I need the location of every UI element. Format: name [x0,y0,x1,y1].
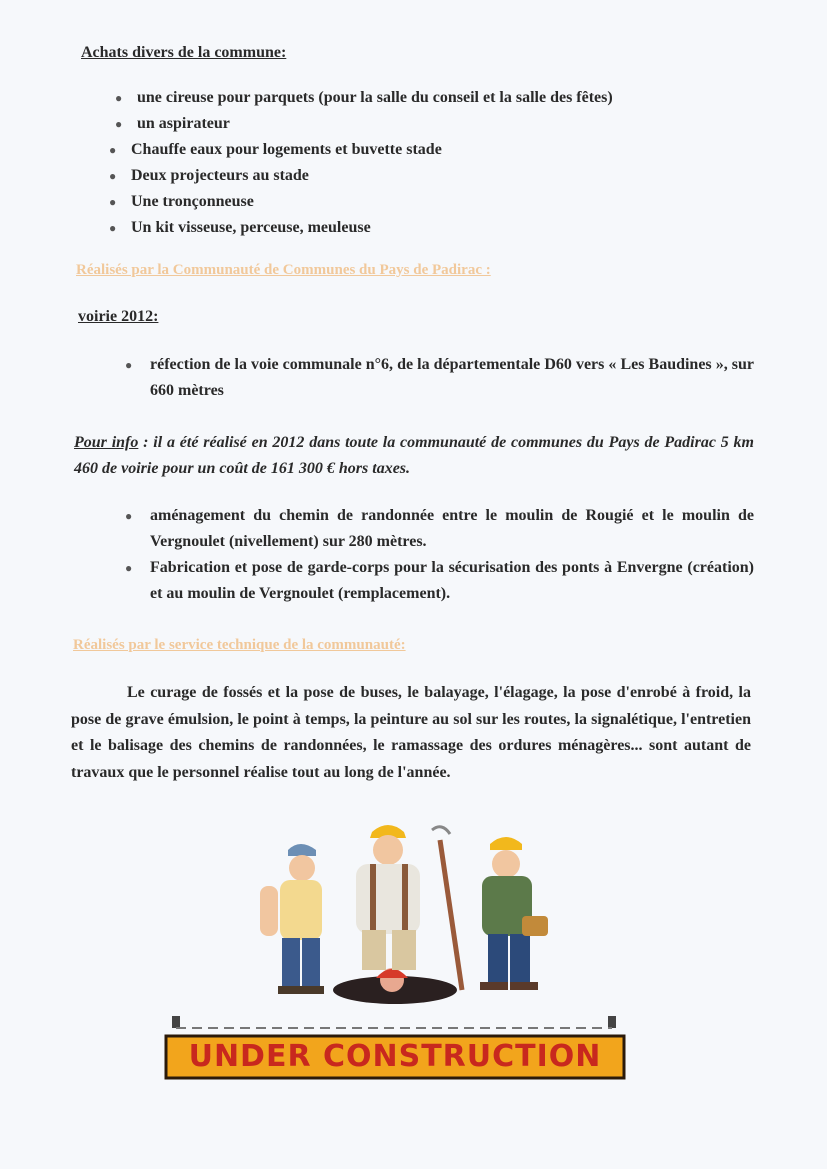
voirie-item: ● réfection de la voie communale n°6, de la départementale D60 vers « Les Baudines », sur 660 mètres [150,352,754,404]
voirie-title: voirie 2012: [78,308,159,325]
under-construction-illustration [160,820,630,1085]
list-item: ● Chauffe eaux pour logements et buvette stade [131,137,607,163]
achats-list [109,85,613,241]
list-item: ● Fabrication et pose de garde-corps pour la sécurisation des ponts à Envergne (création) et au moulin de Vergnoulet (remplacement). [150,555,754,607]
bullet-icon: ● [115,117,123,131]
section-title-service: Réalisés par le service technique de la communauté: [73,637,406,653]
list-item: ● Un kit visseuse, perceuse, meuleuse [131,215,607,241]
info-paragraph [74,430,754,482]
bullet-icon: ● [125,358,133,372]
under-construction-banner-text: UNDER CONSTRUCTION [188,1039,602,1074]
list-item: ● un aspirateur [137,111,613,137]
bullet-icon: ● [109,221,117,235]
list-item: ● Une tronçonneuse [131,189,607,215]
bullet-icon: ● [109,169,117,183]
bullet-icon: ● [125,509,133,523]
section-title-communaute: Réalisés par la Communauté de Communes du Pays de Padirac : [76,262,491,278]
list-item: ● Deux projecteurs au stade [131,163,607,189]
info-text: : il a été réalisé en 2012 dans toute la communauté de communes du Pays de Padirac 5 km 460 de voirie pour un coût de 161 300 € hors taxes. [74,434,754,477]
info-label: Pour info [74,434,139,451]
service-paragraph: Le curage de fossés et la pose de buses, le balayage, l'élagage, la pose d'enrobé à froid, la pose de grave émulsion, le point à temps, la peinture au sol sur les routes, la signalétique, l'entretien et le balisage des chemins de randonnées, le ramassage des ordures ménagères... sont autant de travaux que le personnel réalise tout au long de l'année. [71,684,751,781]
bullet-icon: ● [109,143,117,157]
list-item: ● aménagement du chemin de randonnée entre le moulin de Rougié et le moulin de Vergnoulet (nivellement) sur 280 mètres. [150,503,754,555]
list-item: ● une cireuse pour parquets (pour la salle du conseil et la salle des fêtes) [137,85,613,111]
bullet-icon: ● [109,195,117,209]
section-title-achats: Achats divers de la commune: [81,44,287,61]
bullet-icon: ● [125,561,133,575]
bullet-icon: ● [115,91,123,105]
